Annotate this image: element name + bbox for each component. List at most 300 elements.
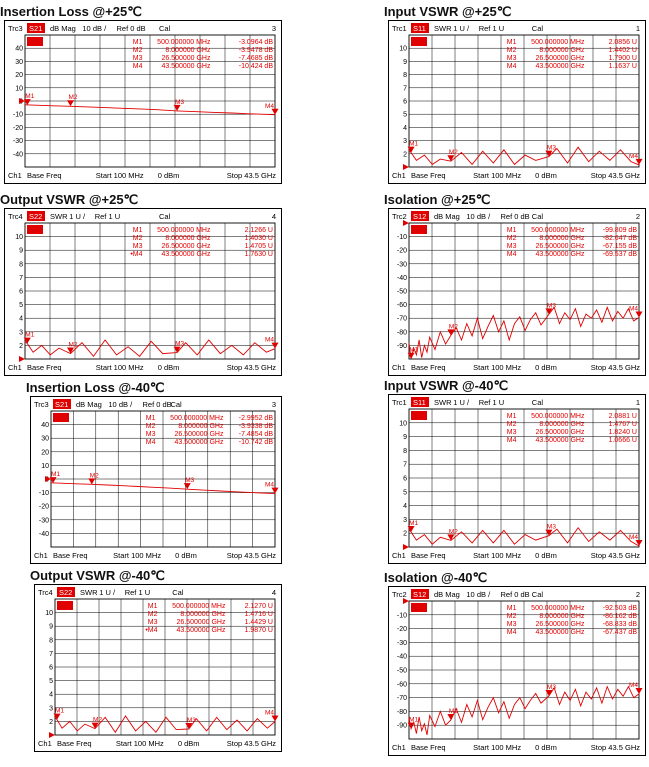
ref-label: Ref 1 U	[478, 24, 505, 33]
marker-freq: 500.000000 MHz	[170, 415, 224, 422]
marker-value: 1.1637 U	[608, 63, 637, 70]
y-tick-label: -70	[396, 695, 407, 703]
marker-freq: 500.000000 MHz	[157, 39, 211, 46]
trace-label: Trc3	[8, 24, 23, 33]
marker-freq: 26.500000 GHz	[161, 55, 211, 62]
scale-label: 10 dB /	[466, 212, 491, 221]
footer-power: 0 dBm	[157, 171, 180, 180]
cal-label: Cal	[170, 400, 182, 409]
format-label: dB Mag	[50, 24, 76, 33]
panel-title: Insertion Loss @-40℃	[26, 380, 165, 395]
chart-panel-iso25	[384, 192, 646, 376]
marker-freq: 43.500000 GHz	[176, 627, 226, 634]
marker-freq: 26.500000 GHz	[161, 243, 211, 250]
y-tick-label: -80	[396, 708, 407, 716]
marker-freq: 8.000000 GHz	[165, 47, 211, 54]
y-tick-label: 20	[15, 72, 23, 80]
panel-title: Output VSWR @-40℃	[30, 568, 165, 583]
marker-freq: 500.000000 MHz	[531, 413, 585, 420]
marker-symbol-label: M3	[185, 477, 195, 485]
marker-symbol-label: M2	[68, 94, 78, 102]
marker-label: M2	[506, 235, 517, 242]
marker-label: M4	[506, 63, 517, 70]
scale-label: 1 U /	[99, 588, 116, 597]
y-tick-label: -20	[12, 124, 23, 132]
y-tick-label: 10	[399, 45, 407, 53]
footer-mode: Base Freq	[53, 551, 88, 560]
marker-freq: 43.500000 GHz	[174, 439, 224, 446]
marker-label: •M4	[130, 251, 143, 258]
marker-value: 1.4716 U	[244, 611, 273, 618]
vna-chart-iso25	[389, 209, 644, 374]
marker-freq: 500.000000 MHz	[157, 227, 211, 234]
marker-label: M4	[145, 439, 156, 446]
format-label: SWR	[434, 398, 452, 407]
marker-freq: 26.500000 GHz	[535, 243, 585, 250]
marker-symbol-label: M4	[265, 336, 275, 344]
cal-label: Cal	[531, 212, 544, 221]
channel-number: 1	[635, 398, 640, 407]
footer-power: 0 dBm	[535, 551, 557, 560]
footer-start: Start 100 MHz	[473, 363, 522, 372]
y-tick-label: -80	[396, 329, 407, 337]
marker-symbol-label: M3	[546, 302, 556, 310]
footer-power: 0 dBm	[535, 743, 557, 752]
footer-channel: Ch1	[392, 363, 406, 372]
channel-number: 2	[635, 590, 640, 599]
marker-value: 2.0881 U	[608, 413, 637, 420]
marker-value: 2.1266 U	[244, 227, 273, 234]
param-tag: S22	[59, 588, 73, 597]
y-tick-label: -30	[396, 261, 407, 269]
y-tick-label: 7	[19, 274, 23, 282]
marker-symbol-label: M3	[186, 717, 196, 725]
marker-freq: 26.500000 GHz	[174, 431, 224, 438]
y-tick-label: 30	[41, 435, 49, 443]
y-tick-label: -90	[396, 722, 407, 730]
footer-stop: Stop 43.5 GHz	[590, 363, 640, 372]
y-tick-label: -50	[396, 667, 407, 675]
marker-symbol-label: M1	[25, 331, 35, 339]
marker-label: M4	[132, 63, 143, 70]
marker-symbol-label: M1	[409, 346, 419, 354]
ref-tag	[57, 601, 73, 610]
marker-symbol-label: M2	[89, 472, 99, 480]
y-tick-label: 10	[45, 610, 53, 618]
trace-label: Trc1	[392, 24, 407, 33]
trace-label: Trc3	[34, 400, 49, 409]
vna-chart-ovswr25	[5, 209, 280, 374]
marker-value: 1.4030 U	[244, 235, 273, 242]
vna-frame	[388, 208, 646, 376]
y-tick-label: 7	[403, 461, 407, 469]
footer-start: Start 100 MHz	[95, 363, 144, 372]
marker-symbol-label: M1	[409, 716, 419, 724]
marker-value: -3.0964 dB	[238, 39, 273, 46]
marker-label: M3	[147, 619, 158, 626]
panel-title: Insertion Loss @+25℃	[0, 4, 142, 19]
footer-start: Start 100 MHz	[95, 171, 144, 180]
y-tick-label: -30	[12, 138, 23, 146]
y-tick-label: 2	[49, 718, 53, 726]
marker-freq: 43.500000 GHz	[161, 251, 211, 258]
marker-label: M1	[506, 605, 517, 612]
footer-stop: Stop 43.5 GHz	[590, 743, 640, 752]
marker-freq: 43.500000 GHz	[535, 629, 585, 636]
y-tick-label: 6	[19, 288, 23, 296]
channel-number: 2	[635, 212, 640, 221]
marker-symbol-label: M2	[448, 707, 458, 715]
footer-power: 0 dBm	[177, 739, 200, 748]
y-tick-label: -10	[12, 111, 23, 119]
y-tick-label: -30	[38, 517, 49, 525]
scale-label: 1 U /	[69, 212, 86, 221]
marker-symbol-label: M3	[175, 340, 185, 348]
marker-value: -67.437 dB	[602, 629, 637, 636]
y-tick-label: 5	[19, 302, 23, 310]
marker-freq: 8.000000 GHz	[180, 611, 226, 618]
y-tick-label: 8	[403, 72, 407, 80]
vna-chart-iso40	[389, 587, 644, 754]
footer-channel: Ch1	[8, 171, 22, 180]
panel-title: Isolation @+25℃	[384, 192, 491, 207]
ref-level-arrow	[403, 164, 409, 170]
panel-title: Input VSWR @+25℃	[384, 4, 512, 19]
footer-channel: Ch1	[34, 551, 48, 560]
marker-value: 1.7900 U	[608, 55, 637, 62]
marker-value: 1.4767 U	[608, 421, 637, 428]
marker-label: M1	[145, 415, 156, 422]
marker-symbol-label: M3	[546, 144, 556, 152]
ref-label: Ref 1 U	[478, 398, 505, 407]
y-tick-label: 2	[403, 530, 407, 538]
ref-tag	[53, 413, 69, 422]
marker-freq: 26.500000 GHz	[535, 55, 585, 62]
channel-number: 3	[271, 400, 276, 409]
vna-frame	[388, 20, 646, 184]
footer-stop: Stop 43.5 GHz	[226, 551, 276, 560]
marker-value: -69.537 dB	[602, 251, 637, 258]
format-label: dB Mag	[434, 590, 460, 599]
marker-label: M2	[132, 235, 143, 242]
marker-value: 2.1270 U	[244, 603, 273, 610]
vna-frame	[388, 586, 646, 756]
marker-symbol-label: M1	[409, 140, 419, 148]
y-tick-label: -60	[396, 302, 407, 310]
y-tick-label: -60	[396, 681, 407, 689]
y-tick-label: 2	[19, 342, 23, 350]
trace-label: Trc4	[38, 588, 53, 597]
y-tick-label: -50	[396, 288, 407, 296]
y-tick-label: 8	[49, 637, 53, 645]
y-tick-label: 10	[399, 420, 407, 428]
chart-panel-ivswr40	[384, 378, 646, 564]
cal-label: Cal	[531, 24, 544, 33]
marker-symbol-label: M4	[265, 709, 275, 717]
param-tag: S12	[413, 212, 427, 221]
cal-label: Cal	[531, 590, 544, 599]
marker-symbol-label: M4	[265, 481, 275, 489]
footer-stop: Stop 43.5 GHz	[590, 551, 640, 560]
marker-value: -99.809 dB	[602, 227, 637, 234]
marker-freq: 8.000000 GHz	[539, 613, 585, 620]
marker-label: M1	[132, 227, 143, 234]
ref-level-arrow	[403, 544, 409, 550]
y-tick-label: 9	[403, 434, 407, 442]
marker-value: 1.8240 U	[608, 429, 637, 436]
marker-label: M2	[506, 47, 517, 54]
marker-value: 1.4705 U	[244, 243, 273, 250]
y-tick-label: 5	[403, 111, 407, 119]
marker-freq: 8.000000 GHz	[539, 421, 585, 428]
marker-symbol-label: M4	[629, 534, 639, 542]
y-tick-label: 8	[403, 447, 407, 455]
y-tick-label: 4	[19, 315, 23, 323]
marker-symbol-label: M2	[448, 528, 458, 536]
marker-value: -3.9338 dB	[238, 423, 273, 430]
y-tick-label: 4	[49, 691, 53, 699]
marker-freq: 500.000000 MHz	[172, 603, 226, 610]
y-tick-label: 10	[41, 462, 49, 470]
footer-channel: Ch1	[392, 171, 406, 180]
marker-label: M3	[132, 55, 143, 62]
y-tick-label: 3	[403, 138, 407, 146]
format-label: dB Mag	[434, 212, 460, 221]
y-tick-label: 20	[41, 449, 49, 457]
footer-channel: Ch1	[392, 551, 406, 560]
cal-label: Cal	[172, 588, 184, 597]
ref-tag	[411, 603, 427, 612]
marker-symbol-label: M1	[55, 707, 65, 715]
channel-number: 4	[271, 588, 276, 597]
footer-power: 0 dBm	[535, 171, 557, 180]
marker-freq: 43.500000 GHz	[161, 63, 211, 70]
panel-title: Output VSWR @+25℃	[0, 192, 139, 207]
y-tick-label: 6	[49, 664, 53, 672]
scale-label: 10 dB /	[108, 400, 133, 409]
y-tick-label: -10	[396, 234, 407, 242]
marker-value: -7.4854 dB	[238, 431, 273, 438]
chart-panel-ovswr40	[30, 568, 282, 752]
marker-value: -10.742 dB	[238, 439, 273, 446]
vna-frame	[34, 584, 282, 752]
y-tick-label: 5	[403, 489, 407, 497]
marker-value: 2.0856 U	[608, 39, 637, 46]
marker-value: -92.503 dB	[602, 605, 637, 612]
y-tick-label: -40	[38, 530, 49, 538]
channel-number: 3	[271, 24, 276, 33]
y-tick-label: -70	[396, 315, 407, 323]
ref-tag	[411, 411, 427, 420]
y-tick-label: 9	[19, 247, 23, 255]
trace-label: Trc2	[392, 590, 407, 599]
vna-chart-ivswr25	[389, 21, 644, 182]
marker-label: M1	[506, 413, 517, 420]
footer-power: 0 dBm	[175, 551, 197, 560]
marker-freq: 26.500000 GHz	[535, 429, 585, 436]
param-tag: S11	[413, 398, 426, 407]
marker-value: -68.833 dB	[602, 621, 637, 628]
marker-freq: 8.000000 GHz	[539, 235, 585, 242]
marker-label: M3	[145, 431, 156, 438]
footer-start: Start 100 MHz	[473, 551, 522, 560]
panel-title: Input VSWR @-40℃	[384, 378, 509, 393]
y-tick-label: -90	[396, 342, 407, 350]
marker-symbol-label: M4	[629, 152, 639, 160]
footer-mode: Base Freq	[27, 363, 62, 372]
marker-freq: 43.500000 GHz	[535, 251, 585, 258]
footer-start: Start 100 MHz	[113, 551, 162, 560]
marker-symbol-label: M4	[265, 102, 275, 110]
marker-symbol-label: M2	[68, 341, 78, 349]
footer-mode: Base Freq	[27, 171, 62, 180]
ref-tag	[411, 225, 427, 234]
footer-mode: Base Freq	[411, 551, 446, 560]
y-tick-label: -40	[396, 653, 407, 661]
marker-symbol-label: M3	[546, 523, 556, 531]
channel-number: 1	[635, 24, 640, 33]
ref-label: Ref 0 dB	[500, 212, 530, 221]
marker-symbol-label: M2	[93, 716, 103, 724]
marker-label: M2	[147, 611, 158, 618]
chart-panel-ivswr25	[384, 4, 646, 184]
marker-value: 1.7630 U	[244, 251, 273, 258]
chart-panel-il40	[26, 380, 282, 564]
vna-chart-ovswr40	[35, 585, 280, 750]
marker-symbol-label: M2	[448, 149, 458, 157]
ref-label: Ref 1 U	[124, 588, 151, 597]
y-tick-label: 10	[15, 234, 23, 242]
param-tag: S21	[29, 24, 43, 33]
marker-value: -3.9478 dB	[238, 47, 273, 54]
y-tick-label: 5	[49, 678, 53, 686]
marker-label: M4	[506, 629, 517, 636]
y-tick-label: 7	[403, 85, 407, 93]
ref-tag	[411, 37, 427, 46]
y-tick-label: 3	[403, 516, 407, 524]
format-label: SWR	[80, 588, 98, 597]
trace-label: Trc2	[392, 212, 407, 221]
marker-label: M1	[506, 227, 517, 234]
y-tick-label: 40	[15, 45, 23, 53]
footer-stop: Stop 43.5 GHz	[590, 171, 640, 180]
footer-power: 0 dBm	[157, 363, 180, 372]
marker-symbol-label: M4	[629, 305, 639, 313]
marker-symbol-label: M2	[448, 323, 458, 331]
y-tick-label: 9	[49, 623, 53, 631]
y-tick-label: 10	[15, 85, 23, 93]
vna-chart-ivswr40	[389, 395, 644, 562]
panel-title: Isolation @-40℃	[384, 570, 488, 585]
footer-channel: Ch1	[392, 743, 406, 752]
marker-freq: 8.000000 GHz	[178, 423, 224, 430]
footer-mode: Base Freq	[57, 739, 92, 748]
marker-value: -2.9952 dB	[238, 415, 273, 422]
marker-value: 1.0666 U	[608, 437, 637, 444]
marker-freq: 26.500000 GHz	[176, 619, 226, 626]
marker-value: -10.424 dB	[238, 63, 273, 70]
param-tag: S22	[29, 212, 43, 221]
y-tick-label: -20	[38, 503, 49, 511]
footer-stop: Stop 43.5 GHz	[226, 739, 276, 748]
vna-chart-il25	[5, 21, 280, 182]
marker-value: 1.4402 U	[608, 47, 637, 54]
marker-symbol-label: M3	[175, 98, 185, 106]
y-tick-label: 6	[403, 98, 407, 106]
marker-label: M2	[506, 613, 517, 620]
y-tick-label: 40	[41, 422, 49, 430]
footer-start: Start 100 MHz	[115, 739, 164, 748]
y-tick-label: 4	[403, 503, 407, 511]
marker-freq: 500.000000 MHz	[531, 605, 585, 612]
y-tick-label: 6	[403, 475, 407, 483]
ref-tag	[27, 225, 43, 234]
marker-label: M3	[506, 621, 517, 628]
marker-freq: 500.000000 MHz	[531, 227, 585, 234]
marker-label: M1	[147, 603, 158, 610]
marker-value: -7.4685 dB	[238, 55, 273, 62]
vna-chart-il40	[31, 397, 280, 562]
trace-label: Trc4	[8, 212, 23, 221]
footer-mode: Base Freq	[411, 171, 446, 180]
marker-symbol-label: M1	[51, 471, 61, 479]
chart-panel-il25	[0, 4, 282, 184]
marker-label: M4	[506, 251, 517, 258]
y-tick-label: 7	[49, 650, 53, 658]
footer-start: Start 100 MHz	[473, 743, 522, 752]
footer-mode: Base Freq	[411, 363, 446, 372]
scale-label: 10 dB /	[82, 24, 107, 33]
y-tick-label: 3	[19, 329, 23, 337]
marker-freq: 43.500000 GHz	[535, 437, 585, 444]
format-label: dB Mag	[76, 400, 102, 409]
marker-label: M3	[506, 55, 517, 62]
format-label: SWR	[50, 212, 68, 221]
y-tick-label: -10	[396, 612, 407, 620]
marker-label: M2	[132, 47, 143, 54]
cal-label: Cal	[531, 398, 544, 407]
footer-mode: Base Freq	[411, 743, 446, 752]
y-tick-label: 8	[19, 261, 23, 269]
marker-label: M3	[132, 243, 143, 250]
ref-label: Ref 0 dB	[116, 24, 146, 33]
ref-level-arrow	[49, 732, 55, 738]
marker-symbol-label: M1	[25, 93, 35, 101]
chart-panel-ovswr25	[0, 192, 282, 376]
y-tick-label: 9	[403, 58, 407, 66]
marker-value: -86.162 dB	[602, 613, 637, 620]
marker-freq: 43.500000 GHz	[535, 63, 585, 70]
marker-label: M1	[132, 39, 143, 46]
y-tick-label: -30	[396, 639, 407, 647]
y-tick-label: -40	[12, 151, 23, 159]
y-tick-label: -40	[396, 274, 407, 282]
format-label: SWR	[434, 24, 452, 33]
footer-stop: Stop 43.5 GHz	[226, 363, 276, 372]
cal-label: Cal	[159, 212, 171, 221]
marker-label: M1	[506, 39, 517, 46]
footer-channel: Ch1	[38, 739, 52, 748]
y-tick-label: 3	[49, 705, 53, 713]
ref-label: Ref 1 U	[94, 212, 121, 221]
vna-frame	[30, 396, 282, 564]
y-tick-label: -20	[396, 247, 407, 255]
vna-frame	[388, 394, 646, 564]
marker-label: M3	[506, 243, 517, 250]
marker-freq: 500.000000 MHz	[531, 39, 585, 46]
scale-label: 1 U /	[453, 398, 470, 407]
footer-power: 0 dBm	[535, 363, 557, 372]
